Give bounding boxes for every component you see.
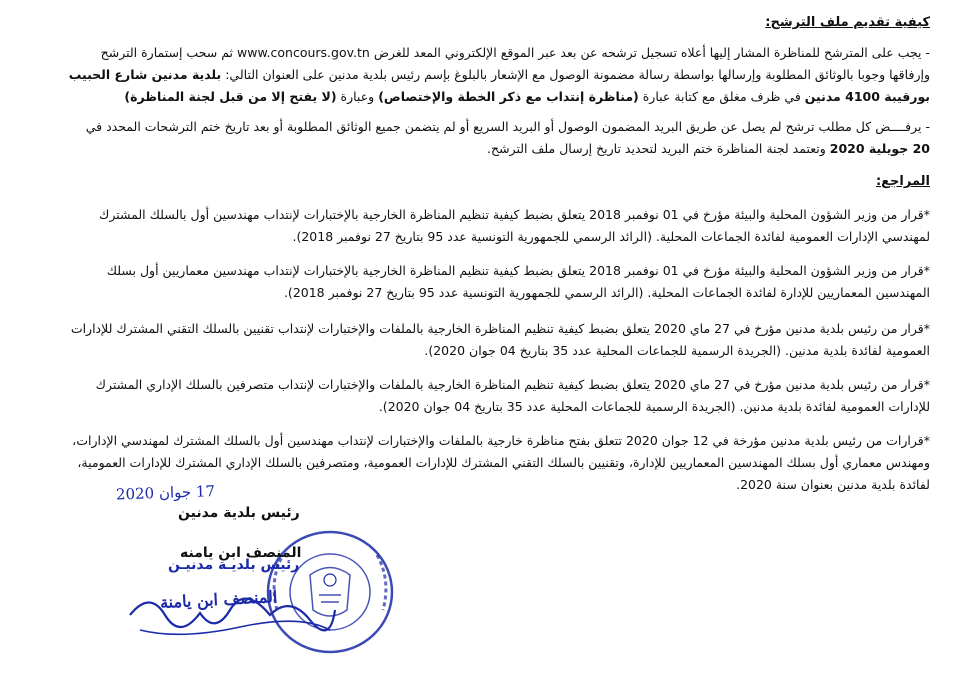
application-paragraph-2-line-2: 20 جويلية 2020 وتعتمد لجنة المناظرة ختم البريد لتحديد تاريخ إرسال ملف الترشح. [487,141,930,156]
application-paragraph-1-line-3: بورقيبة 4100 مدنين في ظرف مغلق مع كتابة عبارة (مناظرة إنتداب مع ذكر الخطة والإختصاص) وعبارة (لا يفتح إلا من قبل لجنة المناظرة) [124,89,930,104]
reference-1-line-1: *قرار من وزير الشؤون المحلية والبيئة مؤرخ في 01 نوفمبر 2018 يتعلق بضبط كيفية تنظيم المناظرة الخارجية بالإختبارات لإنتداب مهندسين أول بالسلك المشترك [99,207,930,222]
application-paragraph-1-line-2: وإرفاقها وجوبا بالوثائق المطلوبة وإرسالها بواسطة رسالة مضمونة الوصول مع الإشعار بالبلوغ بإسم رئيس بلدية مدنين على العنوان التالي: بلدية مدنين شارع الحبيب [68,67,930,82]
reference-4-line-2: للإدارات العمومية لفائدة بلدية مدنين. (الجريدة الرسمية للجماعات المحلية عدد 35 بتاريخ 04 جوان 2020). [378,399,930,414]
deadline-date: 20 جويلية 2020 [829,141,930,156]
stamp-title: رئيس بلديـة مدنيـن [168,557,300,573]
references-heading: المراجع: [875,174,930,189]
reference-2-line-2: المهندسين المعماريين للإدارة لفائدة الجماعات المحلية. (الرائد الرسمي للجمهورية التونسية عدد 95 بتاريخ 27 نوفمبر 2018). [283,285,930,300]
reference-3-line-2: العمومية لفائدة بلدية مدنين. (الجريدة الرسمية للجماعات المحلية عدد 35 بتاريخ 04 جوان 2020). [424,343,930,358]
application-paragraph-2-line-1: - يرفــــض كل مطلب ترشح لم يصل عن طريق البريد المضمون الوصول أو البريد السريع أو لم يتضمن جميع الوثائق المطلوبة أو بعد تاريخ ختم الترشحات المحدد في [85,119,930,134]
contest-website-url: www.concours.gov.tn [237,45,370,60]
reference-5-line-1: *قرارات من رئيس بلدية مدنين مؤرخة في 12 جوان 2020 تتعلق بفتح مناظرة خارجية بالملفات والإختبارات لإنتداب مهندسين أول بالسلك المشترك لمهندسي الإدارات، [72,433,930,448]
reference-3-line-1: *قرار من رئيس بلدية مدنين مؤرخ في 27 ماي 2020 يتعلق بضبط كيفية تنظيم المناظرة الخارجية بالملفات والإختبارات لإنتداب تقنيين بالسلك التقني المشترك للإدارات [70,321,930,336]
application-heading: كيفية تقديم ملف الترشح: [765,15,930,30]
mayor-title: رئيس بلدية مدنين [178,505,300,521]
reference-4-line-1: *قرار من رئيس بلدية مدنين مؤرخ في 27 ماي 2020 يتعلق بضبط كيفية تنظيم المناظرة الخارجية بالملفات والإختبارات لإنتداب متصرفين بالسلك الإداري المشترك [95,377,930,392]
reference-2-line-1: *قرار من وزير الشؤون المحلية والبيئة مؤرخ في 01 نوفمبر 2018 يتعلق بضبط كيفية تنظيم المناظرة الخارجية بالإختبارات لإنتداب مهندسين معماريين أول بسلك [106,263,930,278]
reference-1-line-2: لمهندسي الإدارات العمومية لفائدة الجماعات المحلية. (الرائد الرسمي للجمهورية التونسية عدد 95 بتاريخ 27 نوفمبر 2018). [292,229,930,244]
handwritten-date: 17 جوان 2020 [115,482,216,504]
application-paragraph-1-line-1: - يجب على المترشح للمناظرة المشار إليها أعلاه تسجيل ترشحه عن بعد عبر الموقع الإلكتروني المعد للغرض www.concours.gov.tn ثم سحب إستمارة الترشح [100,45,930,60]
reference-5-line-3: لفائدة بلدية مدنين بعنوان سنة 2020. [736,477,930,492]
mailing-address: بلدية مدنين شارع الحبيب [68,67,222,82]
stamp-name: المنصف ابن يامنة [159,586,278,613]
reference-5-line-2: ومهندس معماري أول بسلك المهندسين المعماريين للإدارة، وتقنيين بالسلك التقني المشترك للإدارات العمومية، ومتصرفين بالسلك الإداري المشترك للإدارات العمومية، [77,455,930,470]
mayor-name: المنصف ابن يامنه [180,545,302,561]
handwritten-signature-icon [120,585,340,645]
